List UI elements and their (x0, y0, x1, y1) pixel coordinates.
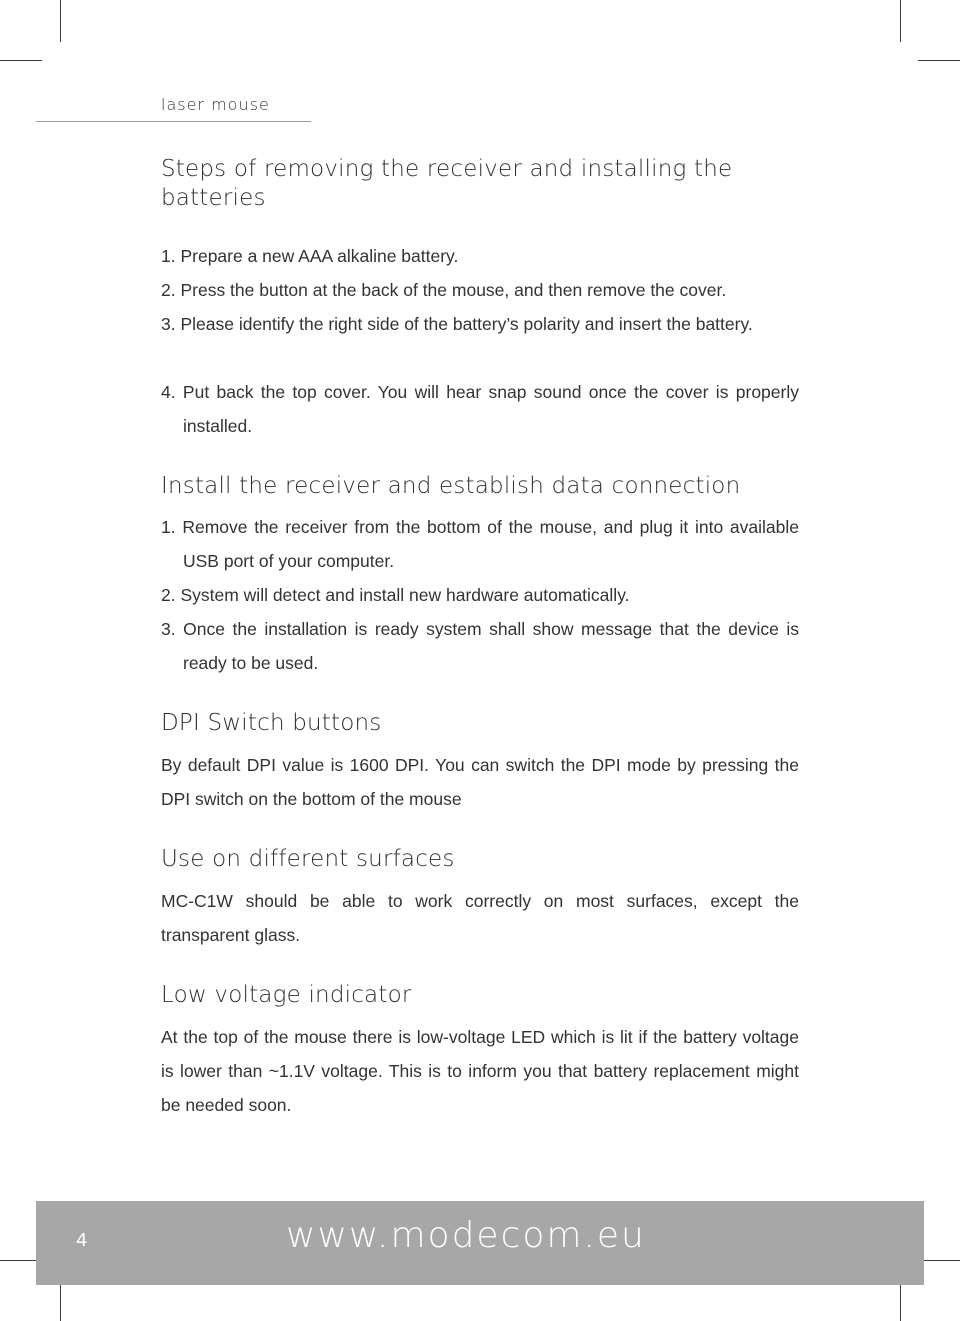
running-header: laser mouse (161, 95, 270, 114)
list-item: 3. Once the installation is ready system shall show message that the device is ready to be used. (161, 619, 799, 673)
list-item: 2. Press the button at the back of the mouse, and then remove the cover. (161, 280, 727, 300)
section-paragraph: MC-C1W should be able to work correctly on most surfaces, except the transparent glass. (161, 891, 799, 945)
crop-mark (918, 1260, 960, 1261)
header-rule (36, 121, 311, 122)
section-heading: DPI Switch buttons (161, 710, 382, 736)
footer-bar (36, 1201, 924, 1285)
section-heading: Install the receiver and establish data connection (161, 473, 741, 499)
list-item: 2. System will detect and install new hardware automatically. (161, 585, 630, 605)
list-item: 3. Please identify the right side of the battery’s polarity and insert the battery. (161, 314, 753, 334)
section-paragraph: At the top of the mouse there is low-voltage LED which is lit if the battery voltage is lower than ~1.1V voltage. This is to inform you that battery replacement might be needed soon. (161, 1027, 799, 1115)
page-number: 4 (76, 1230, 88, 1251)
section-heading: Steps of removing the receiver and installing the batteries (161, 156, 733, 211)
list-item: 4. Put back the top cover. You will hear snap sound once the cover is properly installed. (161, 382, 799, 436)
section-paragraph: By default DPI value is 1600 DPI. You can switch the DPI mode by pressing the DPI switch on the bottom of the mouse (161, 755, 799, 809)
section-heading: Low voltage indicator (161, 982, 412, 1008)
section-heading: Use on different surfaces (161, 846, 455, 872)
list-item: 1. Remove the receiver from the bottom of the mouse, and plug it into available USB port of your computer. (161, 517, 799, 571)
crop-mark (918, 60, 960, 61)
crop-mark (900, 0, 901, 42)
crop-mark (60, 0, 61, 42)
crop-mark (0, 60, 42, 61)
crop-mark (900, 1279, 901, 1321)
website-url: www.modecom.eu (286, 1215, 646, 1256)
crop-mark (60, 1279, 61, 1321)
list-item: 1. Prepare a new AAA alkaline battery. (161, 246, 459, 266)
